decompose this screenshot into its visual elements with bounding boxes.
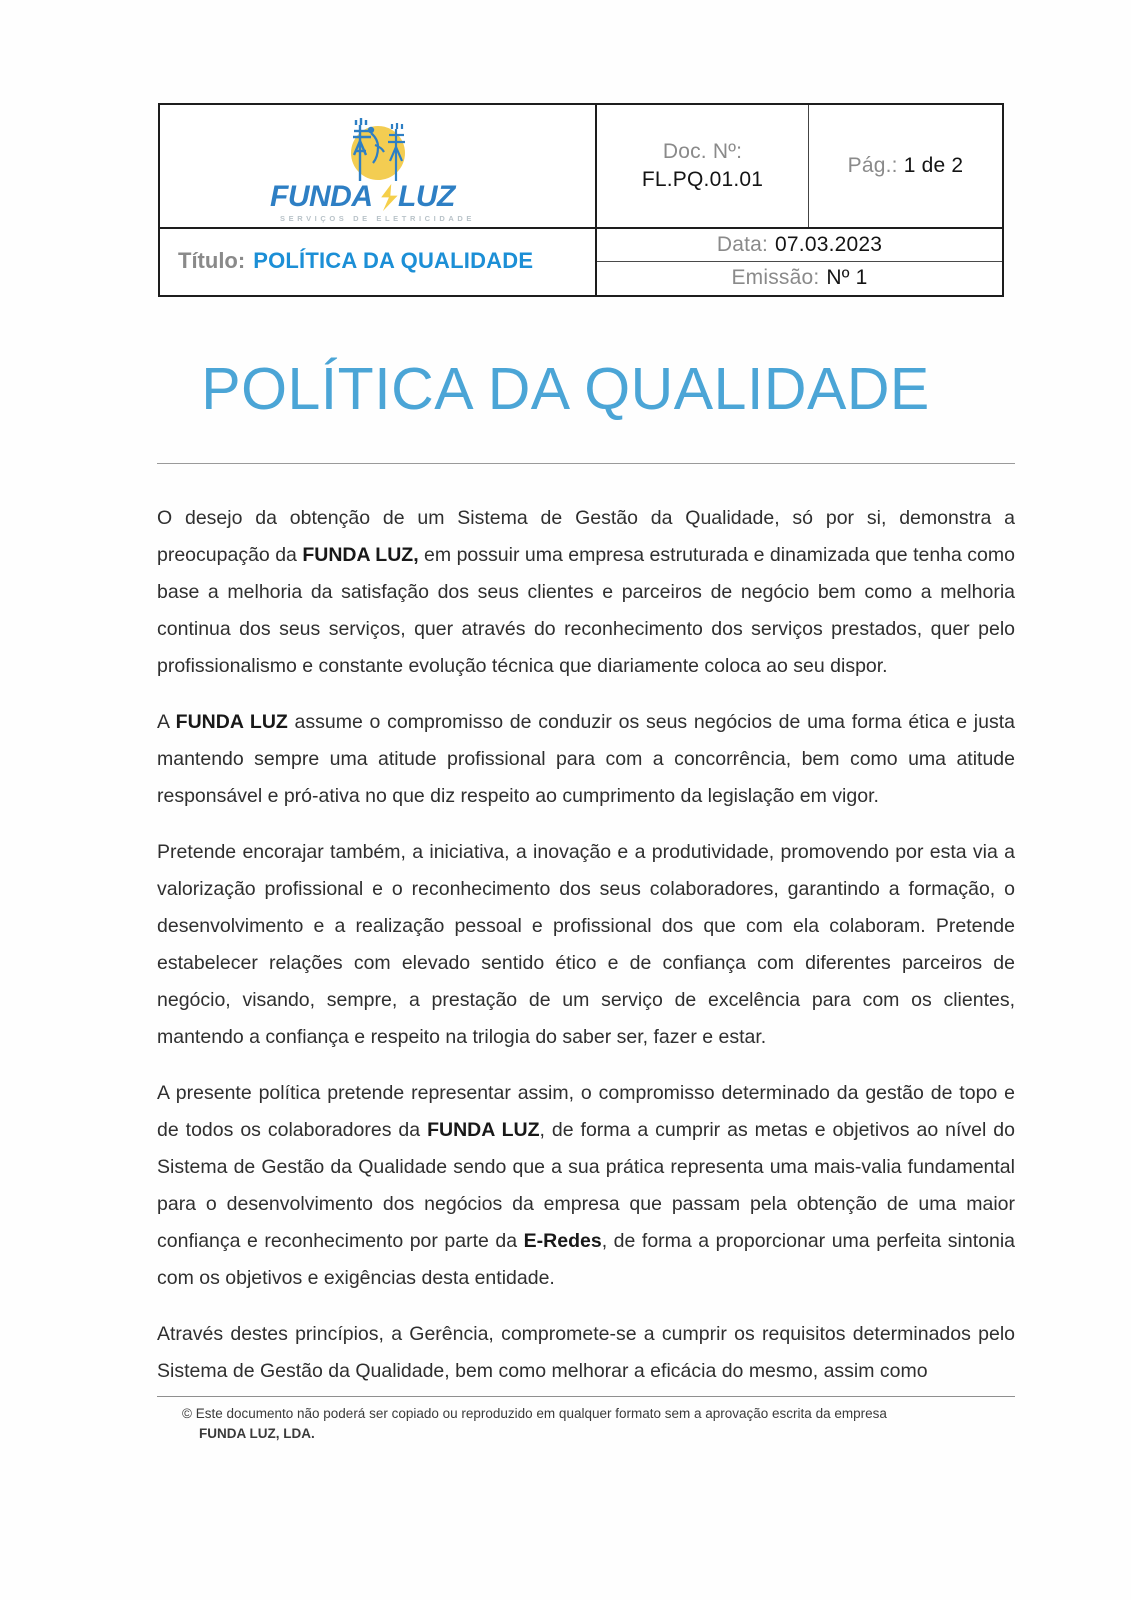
title-divider <box>157 463 1015 464</box>
paragraph-text: , de forma a proporcionar uma perfeita sintonia com os objetivos e exigências desta entidade. <box>157 1230 1015 1289</box>
emphasized-text: FUNDA LUZ <box>175 711 288 733</box>
header-cell-doc-number <box>597 105 809 227</box>
date-label: Data: <box>716 233 769 256</box>
logo-tagline: SERVIÇOS DE ELETRICIDADE <box>279 214 476 223</box>
doc-number-label: Doc. Nº: <box>662 140 743 164</box>
svg-text:LUZ: LUZ <box>397 180 455 213</box>
date-row <box>597 229 1002 262</box>
paragraph-text: assume o compromisso de conduzir os seus negócios de uma forma ética e justa mantendo sempre uma atitude profissional para com a concorrência, bem como uma atitude responsável e pró-ativa no que diz respeito ao cumprimento da legislação em vigor. <box>157 711 1015 807</box>
paragraph-text: Pretende encorajar também, a iniciativa, a inovação e a produtividade, promovendo por esta via a valorização profissional e o reconhecimento dos seus colaboradores, garantindo a formação, o desenvolvimento e a realização pessoal e profissional dos que com ela colaboram. Pretende estabelecer relações com elevado sentido ético e de confiança com diferentes parceiros de negócio, visando, sempre, a prestação de um serviço de excelência para com os clientes, mantendo a confiança e respeito na trilogia do saber ser, fazer e estar. <box>157 841 1015 1048</box>
svg-text:FUNDA: FUNDA <box>269 180 372 213</box>
footer-divider <box>157 1396 1015 1397</box>
paragraph-text: A presente política pretende representar assim, o compromisso determinado da gestão de topo e de todos os colaboradores da <box>157 1082 1015 1141</box>
paragraph-text: A <box>157 711 176 733</box>
paragraph-text: em possuir uma empresa estruturada e dinamizada que tenha como base a melhoria da satisfação dos seus clientes e parceiros de negócio bem como a melhoria continua dos seus serviços, quer através do reconhecimento dos serviços prestados, quer pelo profissionalismo e constante evolução técnica que diariamente coloca ao seu dispor. <box>157 544 1015 677</box>
header-cell-page <box>809 105 1002 227</box>
page-title: POLÍTICA DA QUALIDADE <box>201 356 930 422</box>
paragraph-text: O desejo da obtenção de um Sistema de Gestão da Qualidade, só por si, demonstra a preocupação da <box>157 507 1015 566</box>
header-cell-title <box>160 229 597 295</box>
body-paragraph <box>157 704 1015 815</box>
page-label: Pág.: <box>847 153 898 177</box>
page-indicator <box>848 153 964 179</box>
emphasized-text: FUNDA LUZ, <box>302 544 419 566</box>
emphasized-text: E-Redes <box>523 1230 602 1252</box>
body-paragraph <box>157 1316 1015 1390</box>
header-row-top <box>160 105 1002 229</box>
header-row-bottom <box>160 229 1002 295</box>
body-paragraph <box>157 1075 1015 1297</box>
title-value: POLÍTICA DA QUALIDADE <box>253 248 534 274</box>
fundaluz-wordmark-icon <box>268 179 488 213</box>
company-logo <box>268 111 488 223</box>
issue-value: Nº 1 <box>826 266 868 290</box>
document-body <box>157 500 1015 1390</box>
issue-row <box>597 262 1002 294</box>
paragraph-text: Através destes princípios, a Gerência, compromete-se a cumprir os requisitos determinados pelo Sistema de Gestão da Qualidade, bem como melhorar a eficácia do mesmo, assim como <box>157 1323 1015 1382</box>
document-footer <box>157 1404 1015 1444</box>
document-header-table <box>158 103 1004 297</box>
header-cell-meta <box>597 229 1002 295</box>
page-value: 1 de 2 <box>903 153 964 177</box>
title-label: Título: <box>178 248 246 274</box>
header-cell-logo <box>160 105 597 227</box>
paragraph-text: , de forma a cumprir as metas e objetivos ao nível do Sistema de Gestão da Qualidade sendo que a sua prática representa uma mais-valia fundamental para o desenvolvimento dos negócios da empresa que passam pela obtenção de uma maior confiança e reconhecimento por parte da <box>157 1119 1015 1252</box>
footer-copyright-line: © Este documento não poderá ser copiado ou reproduzido em qualquer formato sem a aprovação escrita da empresa <box>182 1406 887 1421</box>
fundaluz-emblem-icon <box>330 111 426 185</box>
doc-number-value: FL.PQ.01.01 <box>641 167 764 191</box>
footer-company-line: FUNDA LUZ, LDA. <box>199 1426 315 1441</box>
issue-label: Emissão: <box>731 266 820 290</box>
body-paragraph <box>157 500 1015 685</box>
emphasized-text: FUNDA LUZ <box>427 1119 540 1141</box>
date-value: 07.03.2023 <box>775 233 883 256</box>
body-paragraph <box>157 834 1015 1056</box>
